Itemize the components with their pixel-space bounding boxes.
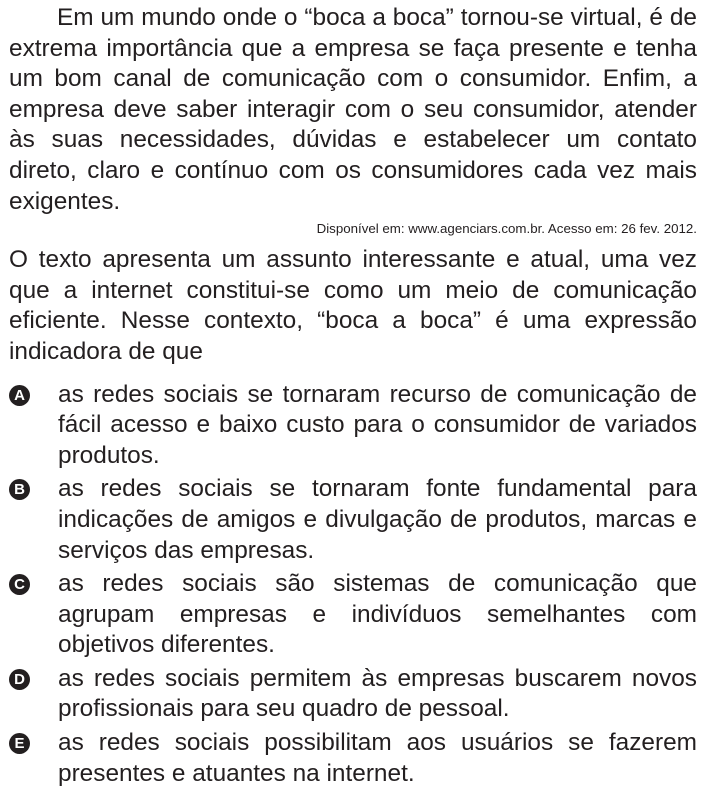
option-b[interactable] <box>9 474 697 566</box>
option-e[interactable] <box>9 728 697 789</box>
option-e-letter-badge[interactable]: E <box>9 733 30 754</box>
passage-text: Em um mundo onde o “boca a boca” tornou-se virtual, é de extrema importância que a empresa se faça presente e tenha um bom canal de comunicação com o consumidor. Enfim, a empresa deve saber interagir com o seu consumidor, atender às suas necessidades, dúvidas e estabelecer um contato direto, claro e contínuo com os consumidores cada vez mais exigentes. <box>9 4 697 215</box>
option-c[interactable] <box>9 569 697 661</box>
option-b-letter-badge[interactable]: B <box>9 479 30 500</box>
option-a-text: as redes sociais se tornaram recurso de comunicação de fácil acesso e baixo custo para o consumidor de variados produtos. <box>58 380 697 469</box>
option-e-text: as redes sociais possibilitam aos usuários se fazerem presentes e atuantes na internet. <box>58 729 697 787</box>
option-a-letter-badge[interactable]: A <box>9 385 30 406</box>
source-citation: Disponível em: www.agenciars.com.br. Acesso em: 26 fev. 2012. <box>316 221 697 237</box>
option-c-letter-badge[interactable]: C <box>9 574 30 595</box>
answer-options <box>9 380 697 790</box>
question-stem: O texto apresenta um assunto interessante e atual, uma vez que a internet constitui-se como um meio de comunicação eficiente. Nesse contexto, “boca a boca” é uma expressão indicadora de que <box>9 246 697 365</box>
option-b-text: as redes sociais se tornaram fonte fundamental para indicações de amigos e divulgação de produtos, marcas e serviços das empresas. <box>58 475 697 564</box>
option-d-text: as redes sociais permitem às empresas buscarem novos profissionais para seu quadro de pessoal. <box>58 664 697 723</box>
option-d[interactable] <box>9 664 697 725</box>
option-a[interactable] <box>9 380 697 472</box>
option-c-text: as redes sociais são sistemas de comunicação que agrupam empresas e indivíduos semelhantes com objetivos diferentes. <box>58 570 697 659</box>
option-d-letter-badge[interactable]: D <box>9 669 30 690</box>
